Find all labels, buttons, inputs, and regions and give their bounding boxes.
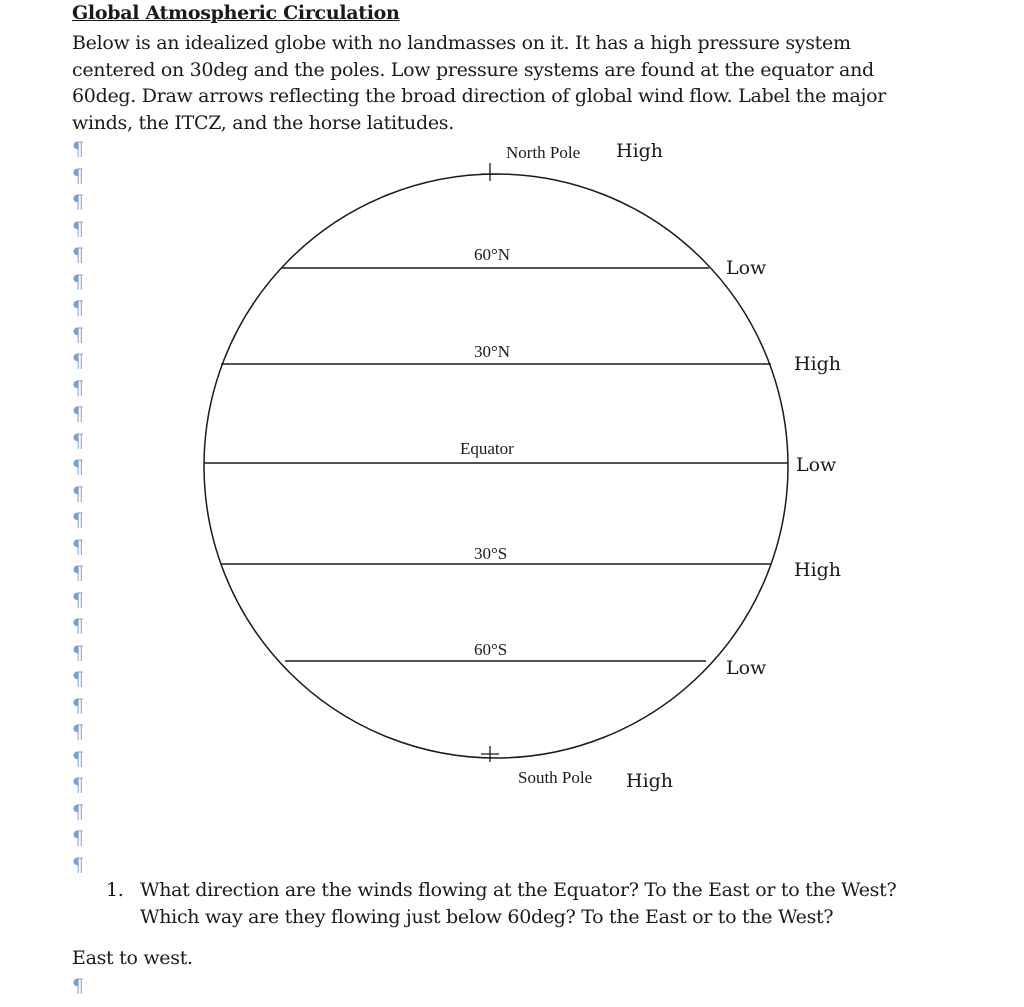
paragraph-mark: ¶: [72, 297, 85, 319]
north-pole-label: North Pole: [506, 143, 581, 162]
south-pole-label: South Pole: [518, 768, 593, 787]
paragraph-mark: ¶: [72, 164, 85, 187]
paragraph-mark: ¶: [72, 588, 85, 611]
question-line-1: What direction are the winds flowing at the Equator? To the East or to the West?: [140, 879, 897, 901]
intro-line-2: centered on 30deg and the poles. Low pressure systems are found at the equator and: [72, 58, 874, 81]
latitude-label-equator: Equator: [460, 439, 514, 458]
paragraph-mark: ¶: [72, 721, 85, 743]
document-title: Global Atmospheric Circulation: [72, 2, 400, 24]
intro-line-3: 60deg. Draw arrows reflecting the broad direction of global wind flow. Label the major: [72, 85, 887, 107]
pressure-30n: High: [794, 353, 842, 375]
paragraph-mark: ¶: [72, 641, 85, 664]
paragraph-mark: ¶: [72, 615, 85, 637]
paragraph-mark: ¶: [72, 429, 85, 452]
paragraph-mark: ¶: [72, 747, 85, 770]
paragraph-mark: ¶: [72, 138, 85, 160]
paragraph-mark: ¶: [72, 456, 85, 478]
latitude-label-60n: 60°N: [474, 245, 511, 264]
paragraph-mark: ¶: [72, 975, 85, 997]
answer-text[interactable]: East to west.: [72, 947, 193, 969]
paragraph-mark: ¶: [72, 323, 85, 346]
question-number: 1.: [106, 879, 124, 901]
paragraph-mark: ¶: [72, 853, 85, 876]
latitude-label-30n: 30°N: [474, 342, 511, 361]
paragraph-mark: ¶: [72, 694, 85, 717]
paragraph-mark: ¶: [72, 827, 85, 849]
paragraph-mark: ¶: [72, 668, 85, 690]
paragraph-mark: ¶: [72, 482, 85, 505]
paragraph-mark: ¶: [72, 270, 85, 293]
pressure-north-pole: High: [616, 140, 664, 162]
paragraph-mark: ¶: [72, 376, 85, 399]
pressure-equator: Low: [796, 454, 837, 476]
pressure-60n: Low: [726, 257, 767, 279]
paragraph-mark: ¶: [72, 774, 85, 796]
paragraph-mark: ¶: [72, 244, 85, 266]
paragraph-mark: ¶: [72, 350, 85, 372]
pressure-30s: High: [794, 559, 842, 581]
paragraph-mark: ¶: [72, 535, 85, 558]
pressure-60s: Low: [726, 657, 767, 679]
paragraph-mark: ¶: [72, 800, 85, 823]
paragraph-mark: ¶: [72, 562, 85, 584]
latitude-label-30s: 30°S: [474, 544, 508, 563]
paragraph-mark: ¶: [72, 217, 85, 240]
paragraph-mark: ¶: [72, 191, 85, 213]
paragraph-mark: ¶: [72, 509, 85, 531]
latitude-label-60s: 60°S: [474, 640, 508, 659]
pressure-south-pole: High: [626, 770, 674, 792]
paragraph-mark: ¶: [72, 403, 85, 425]
intro-line-4: winds, the ITCZ, and the horse latitudes.: [72, 111, 454, 134]
question-line-2: Which way are they flowing just below 60deg? To the East or to the West?: [140, 906, 834, 928]
question-1: [106, 877, 946, 931]
intro-line-1: Below is an idealized globe with no landmasses on it. It has a high pressure system: [72, 32, 851, 54]
